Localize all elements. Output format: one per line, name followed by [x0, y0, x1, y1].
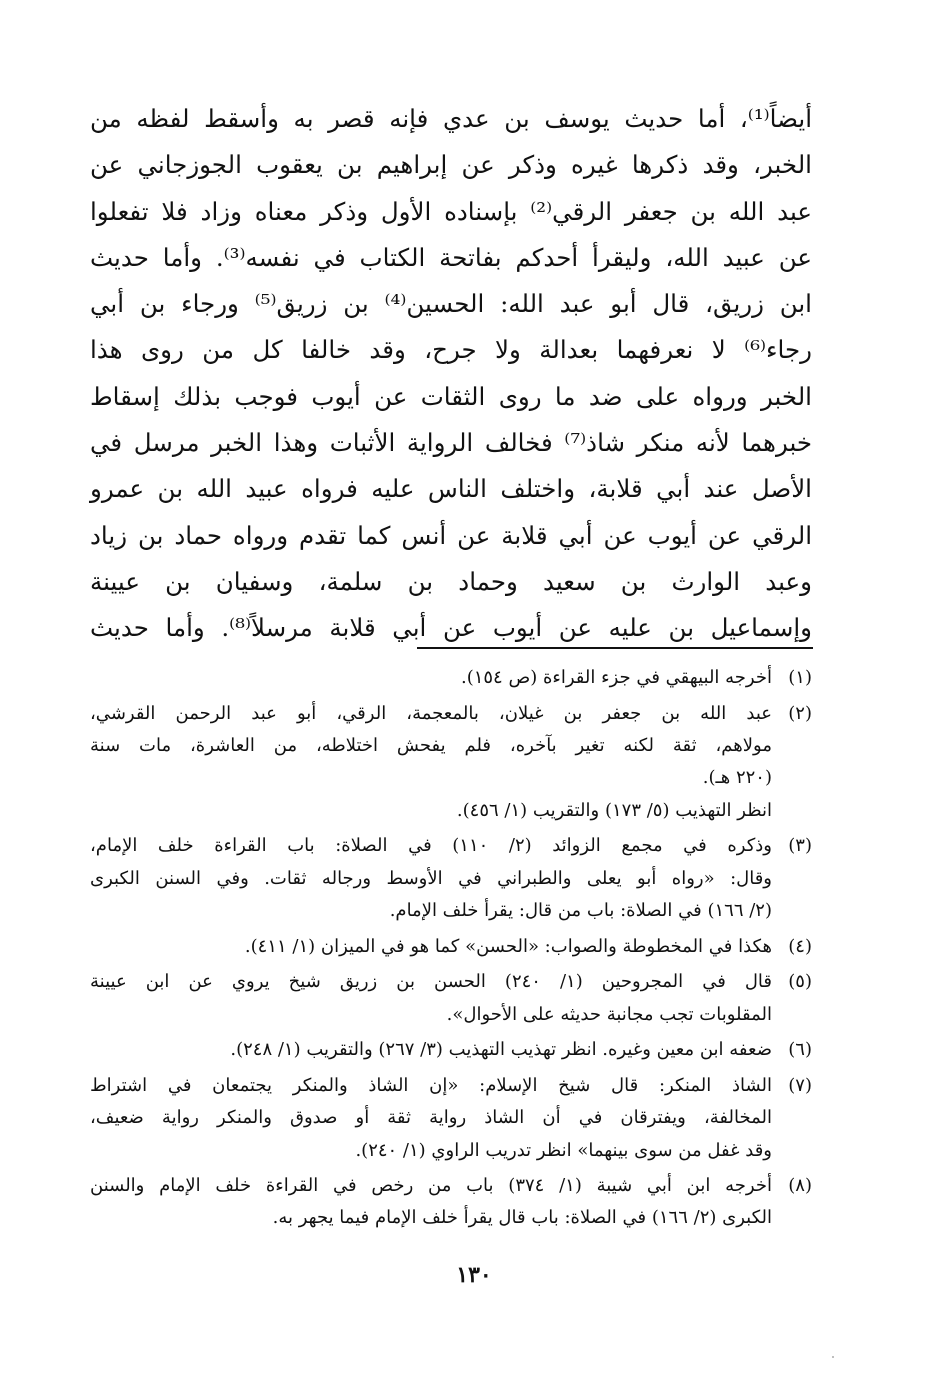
- main-text-line: الخبر ورواه على ضد ما روى الثقات عن أيوب فوجب بذلك إسقاط: [90, 381, 812, 411]
- main-text-line: الرقي عن أيوب عن أبي قلابة عن أنس كما تقدم ورواه حماد بن زياد: [90, 520, 812, 550]
- footnote-line: المقلوبات تجب مجانبة حديثه على الأحوال».: [446, 1003, 772, 1025]
- footnote-body: [90, 931, 772, 963]
- footnote-line: عبد الله بن جعفر بن غيلان، بالمعجمة، الرقي، أبو عبد الرحمن القرشي،: [90, 702, 772, 724]
- main-text-line: رجاء⁽⁶⁾ لا نعرفهما بعدالة ولا جرح، وقد خالفا كل من روى هذا: [90, 335, 812, 365]
- main-text-line: ابن زريق، قال أبو عبد الله: الحسين⁽⁴⁾ بن زريق⁽⁵⁾ ورجاء بن أبي: [90, 289, 812, 319]
- footnote-line: وقد غفل من سوى بينهما» انظر تدريب الراوي (١/ ٢٤٠).: [355, 1139, 772, 1161]
- footnote-number: (٢): [788, 702, 812, 724]
- footnote-3: [90, 830, 812, 927]
- footnote-line: الشاذ المنكر: قال شيخ الإسلام: «إن الشاذ والمنكر يجتمعان في اشتراط: [90, 1074, 772, 1096]
- footnote-line: وذكره في مجمع الزوائد (٢/ ١١٠) في الصلاة: باب القراءة خلف الإمام،: [90, 835, 772, 857]
- main-text-line: أيضاً⁽¹⁾، أما حديث يوسف بن عدي فإنه قصر به وأسقط لفظه من: [90, 104, 812, 133]
- footnote-line: الكبرى (٢/ ١٦٦) في الصلاة: باب قال يقرأ خلف الإمام فيما يجهر به.: [272, 1207, 772, 1229]
- footnote-body: [90, 698, 772, 795]
- footnote-body: [90, 662, 772, 694]
- main-text-line: الخبر، وقد ذكرها غيره وذكر عن إبراهيم بن يعقوب الجوزجاني عن: [90, 150, 812, 180]
- footnote-line: مولاهم، ثقة لكنه تغير بآخره، فلم يفحش اختلاطه، من العاشرة، مات سنة: [90, 734, 772, 756]
- main-text-line: عبد الله بن جعفر الرقي⁽²⁾ بإسناده الأول وذكر معناه وزاد فلا تفعلوا: [90, 196, 812, 226]
- footnote-reference-line: انظر التهذيب (٥/ ١٧٣) والتقريب (١/ ٤٥٦).: [456, 799, 772, 821]
- main-text-block: [90, 96, 812, 652]
- footnote-body: [90, 1070, 772, 1167]
- scan-speck: [832, 1356, 834, 1358]
- footnote-line: المخالفة، ويفترقان في أن الشاذ رواية ثقة أو صدوق والمنكر رواية ضعيف،: [90, 1107, 772, 1129]
- main-text-line: وإسماعيل بن عليه عن أيوب عن أبي قلابة مرسلاً⁽⁸⁾. وأما حديث: [90, 613, 812, 643]
- footnote-line: أخرجه ابن أبي شيبة (١/ ٣٧٤) باب من رخص في القراءة خلف الإمام والسنن: [90, 1175, 772, 1197]
- footnote-separator: [417, 647, 813, 649]
- footnote-2: [90, 698, 812, 827]
- main-text-line: الأصل عند أبي قلابة، واختلف الناس عليه فرواه عبيد الله بن عمرو: [90, 474, 812, 504]
- footnote-number: (١): [788, 667, 812, 688]
- main-text-line: خبرهما لأنه منكر شاذ⁽⁷⁾ فخالف الرواية الأثبات وهذا الخبر مرسل في: [90, 428, 812, 458]
- footnote-number: (٥): [788, 971, 812, 993]
- footnote-8: [90, 1170, 812, 1235]
- footnote-body: [90, 1170, 772, 1235]
- footnote-body: [90, 1034, 772, 1066]
- main-text-line: عن عبيد الله، وليقرأ أحدكم بفاتحة الكتاب في نفسه⁽³⁾. وأما حديث: [90, 242, 812, 272]
- footnote-number: (٨): [788, 1175, 812, 1197]
- footnote-line: ضعفه ابن معين وغيره. انظر تهذيب التهذيب (٣/ ٢٦٧) والتقريب (١/ ٢٤٨).: [230, 1039, 772, 1061]
- footnote-6: [90, 1034, 812, 1066]
- footnote-line: قال في المجروحين (١/ ٢٤٠) الحسن بن زريق شيخ يروي عن ابن عيينة: [90, 971, 772, 993]
- footnote-line: (٢/ ١٦٦) في الصلاة: باب من قال: يقرأ خلف الإمام.: [389, 899, 772, 921]
- footnote-number: (٤): [788, 935, 812, 957]
- footnote-number: (٧): [788, 1074, 812, 1096]
- footnote-body: [90, 830, 772, 927]
- footnote-line: هكذا في المخطوطة والصواب: «الحسن» كما هو في الميزان (١/ ٤١١).: [244, 935, 772, 957]
- footnote-4: [90, 931, 812, 963]
- footnote-number: (٦): [788, 1039, 812, 1061]
- main-text-line: وعبد الوارث بن سعيد وحماد بن سلمة، وسفيان بن عيينة: [90, 566, 812, 596]
- footnote-1: [90, 662, 812, 694]
- footnote-line: وقال: «رواه أبو يعلى والطبراني في الأوسط ورجاله ثقات. وفي السنن الكبرى: [90, 867, 772, 889]
- page-number: ١٣٠: [456, 1262, 492, 1288]
- footnote-number: (٣): [788, 835, 812, 857]
- footnote-5: [90, 966, 812, 1031]
- footnote-line: (٢٢٠ هـ).: [702, 767, 772, 789]
- footnote-body: [90, 966, 772, 1031]
- footnote-7: [90, 1070, 812, 1167]
- footnote-line: أخرجه البيهقي في جزء القراءة (ص ١٥٤).: [460, 667, 772, 688]
- footnotes-block: [90, 662, 812, 1238]
